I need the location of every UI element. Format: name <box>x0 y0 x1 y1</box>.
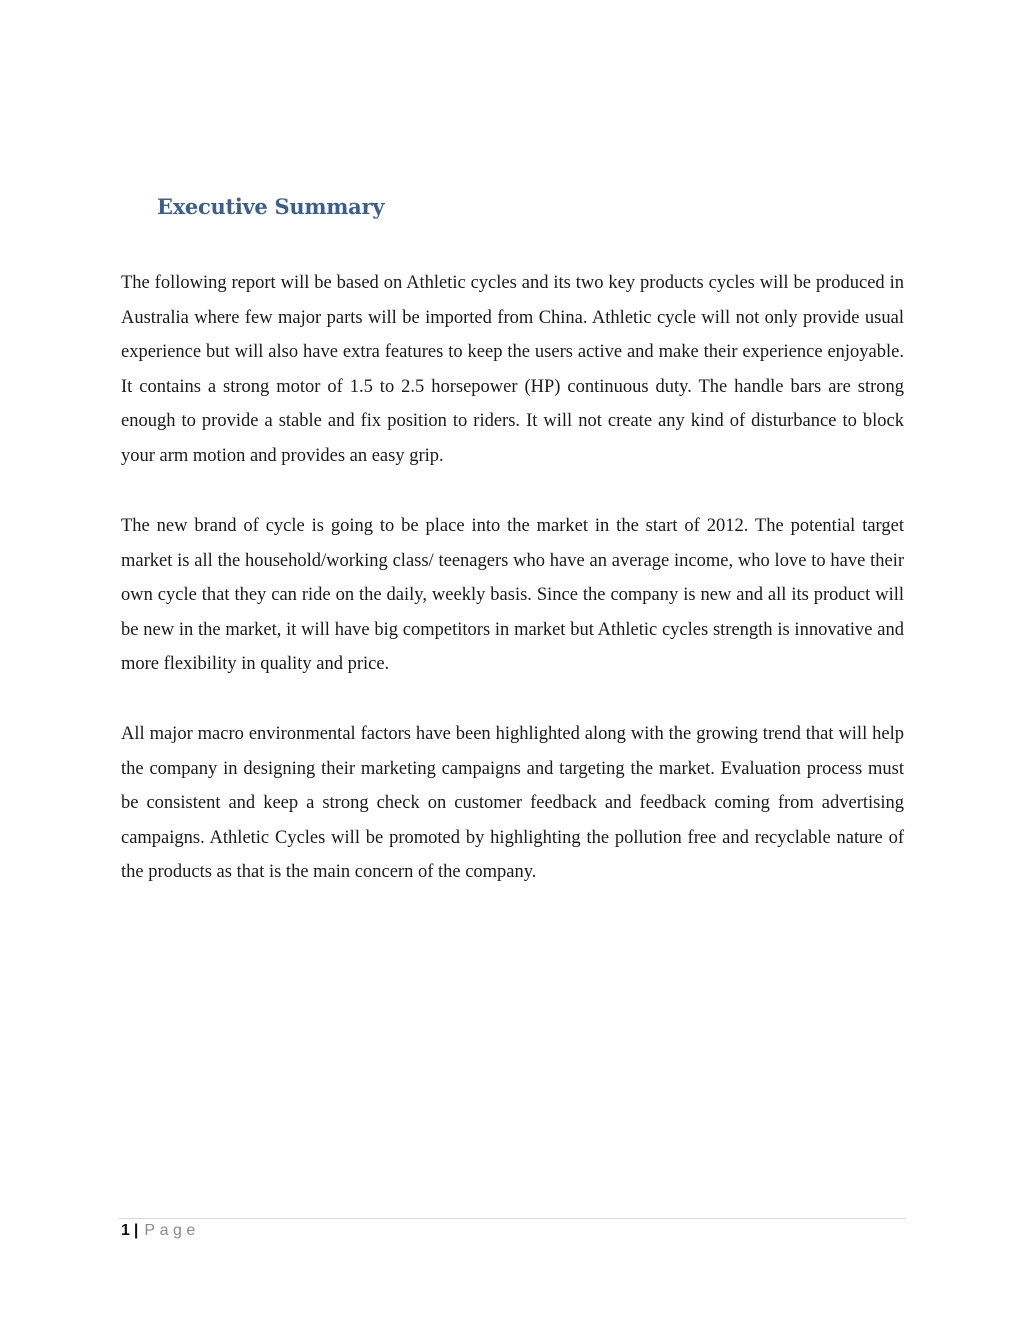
page-footer <box>121 1220 200 1242</box>
paragraph-1: The following report will be based on Athletic cycles and its two key products cycles will be produced in Australia where few major parts will be imported from China. Athletic cycle will not only provide usual experience but will also have extra features to keep the users active and make their experience enjoyable. It contains a strong motor of 1.5 to 2.5 horsepower (HP) continuous duty. The handle bars are strong enough to provide a stable and fix position to riders. It will not create any kind of disturbance to block your arm motion and provides an easy grip. <box>121 273 904 466</box>
paragraph-2: The new brand of cycle is going to be place into the market in the start of 2012. The potential target market is all the household/working class/ teenagers who have an average income, who love to have their own cycle that they can ride on the daily, weekly basis. Since the company is new and all its product will be new in the market, it will have big competitors in market but Athletic cycles strength is innovative and more flexibility in quality and price. <box>121 516 904 675</box>
paragraph-3: All major macro environmental factors have been highlighted along with the growing trend that will help the company in designing their marketing campaigns and targeting the market. Evaluation process must be consistent and keep a strong check on customer feedback and feedback coming from advertising campaigns. Athletic Cycles will be promoted by highlighting the pollution free and recyclable nature of the products as that is the main concern of the company. <box>121 724 904 883</box>
section-heading: Executive Summary <box>157 194 385 219</box>
page-label: Page <box>144 1222 200 1239</box>
page-number: 1 <box>121 1222 130 1239</box>
footer-divider <box>119 1218 906 1219</box>
footer-separator: | <box>133 1222 139 1239</box>
